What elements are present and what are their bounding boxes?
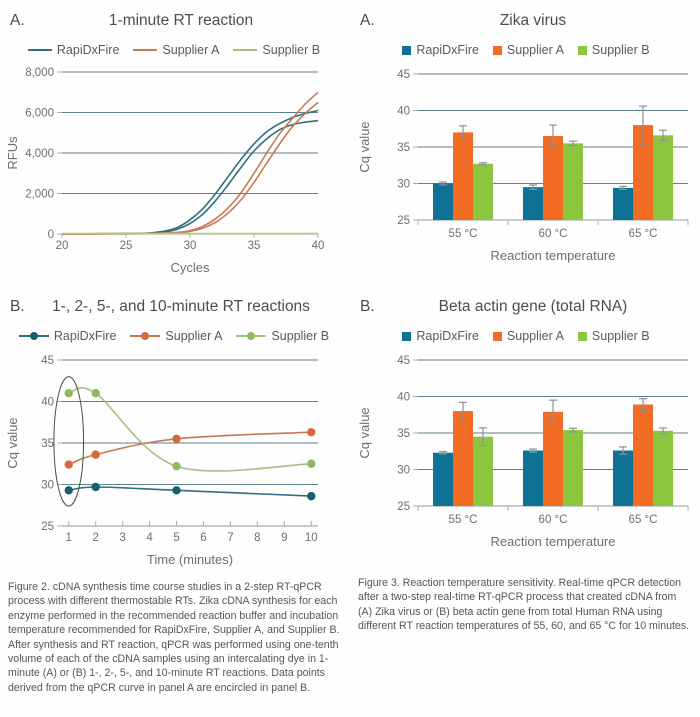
- legend-item-supplier-b: [233, 43, 320, 57]
- bar-supplier-a-60-c: [543, 136, 563, 220]
- category-label: 60 °C: [538, 514, 568, 526]
- series-line-rapidxfire: [69, 487, 312, 496]
- figure2-caption: Figure 2. cDNA synthesis time course studies in a 2-step RT-qPCR process with different thermostable RTs. Zika cDNA synthesis for each enzyme performed in the recommended reaction buffer and incubation temperature recommended for RapiDxFire, Supplier A, and Supplier B. After synthesis and RT reaction, qPCR was performed using one-tenth volume of each of the cDNA samples using an intercalating dye in 1-minute (A) or (B) 1-, 2-, 5-, and 10-minute RT reactions. Data points derived from the qPCR curve in panel A are encircled in panel B.: [8, 581, 340, 694]
- chart-fig3a-zika-virus-bars: [354, 62, 698, 274]
- x-tick-label: 3: [119, 532, 126, 544]
- y-tick-label: 25: [397, 215, 410, 227]
- panel-letter-fig3b: B.: [360, 298, 375, 315]
- legend-label: RapiDxFire: [416, 329, 479, 343]
- data-point-supplier-a: [65, 460, 73, 468]
- y-tick-label: 40: [41, 396, 54, 409]
- legend-label: Supplier B: [271, 329, 330, 343]
- x-tick-label: 30: [183, 240, 197, 252]
- x-tick-label: 4: [146, 532, 153, 544]
- legend-label: Supplier A: [506, 43, 564, 57]
- legend-item-supplier-a: [130, 329, 222, 343]
- x-tick-label: 9: [281, 532, 288, 544]
- y-axis-label: Cq value: [357, 407, 372, 459]
- x-tick-label: 7: [227, 532, 234, 544]
- legend-label: RapiDxFire: [56, 43, 120, 57]
- data-point-supplier-b: [91, 389, 99, 397]
- x-tick-label: 25: [119, 240, 133, 252]
- panel-title-fig2a: 1-minute RT reaction: [108, 12, 254, 29]
- bar-supplier-b-65-c: [653, 431, 673, 506]
- legend-swatch-square: [493, 332, 502, 341]
- category-label: 65 °C: [628, 228, 658, 240]
- data-point-rapidxfire: [65, 486, 73, 494]
- y-tick-label: 8,000: [25, 67, 54, 79]
- panel-title-fig2b: 1-, 2-, 5-, and 10-minute RT reactions: [52, 298, 310, 315]
- legend-item-supplier-a: [493, 329, 564, 343]
- panel-fig2a: [4, 6, 344, 276]
- x-tick-label: 20: [55, 240, 69, 252]
- legend-fig2b: [4, 326, 344, 346]
- y-tick-label: 45: [41, 355, 54, 367]
- panel-fig3a: [354, 6, 698, 274]
- legend-swatch-square: [402, 332, 411, 341]
- data-point-rapidxfire: [91, 483, 99, 491]
- y-tick-label: 35: [41, 438, 54, 450]
- data-point-supplier-a: [172, 435, 180, 443]
- legend-marker-dot: [30, 332, 38, 340]
- legend-fig3b: [354, 326, 698, 346]
- panel-header-fig2b: [4, 298, 344, 322]
- data-point-supplier-a: [307, 428, 315, 436]
- panel-letter-fig3a: A.: [360, 12, 375, 29]
- y-tick-label: 45: [397, 69, 410, 81]
- y-tick-label: 25: [397, 501, 410, 513]
- y-tick-label: 45: [397, 355, 410, 367]
- y-axis-label: Cq value: [5, 417, 20, 469]
- series-line-supplier-a-rep-1: [62, 92, 318, 234]
- legend-item-supplier-b: [578, 43, 650, 57]
- x-tick-label: 6: [200, 532, 207, 544]
- panel-letter-fig2a: A.: [10, 12, 25, 29]
- panel-header-fig3b: [354, 298, 698, 322]
- data-point-supplier-b: [172, 462, 180, 470]
- bar-rapidxfire-55-c: [433, 184, 453, 221]
- y-tick-label: 35: [397, 142, 410, 154]
- legend-item-supplier-b: [236, 329, 329, 343]
- legend-fig2a: [4, 40, 344, 60]
- data-point-rapidxfire: [307, 492, 315, 500]
- bar-rapidxfire-60-c: [523, 187, 543, 220]
- y-tick-label: 30: [397, 464, 410, 477]
- panel-header-fig3a: [354, 12, 698, 36]
- legend-label: Supplier A: [506, 329, 564, 343]
- category-label: 55 °C: [448, 514, 478, 526]
- y-tick-label: 35: [397, 428, 410, 440]
- panel-letter-fig2b: B.: [10, 298, 25, 315]
- y-tick-label: 30: [397, 178, 410, 191]
- x-tick-label: 8: [254, 532, 261, 544]
- panel-fig2b: [4, 292, 344, 572]
- x-tick-label: 2: [92, 532, 99, 544]
- series-line-rapidxfire-rep-2: [62, 121, 318, 234]
- bar-rapidxfire-60-c: [523, 451, 543, 506]
- bar-supplier-a-60-c: [543, 412, 563, 506]
- x-axis-label: Reaction temperature: [490, 534, 616, 549]
- data-point-rapidxfire: [172, 486, 180, 494]
- bar-supplier-b-60-c: [563, 430, 583, 506]
- y-axis-label: RFUs: [5, 136, 20, 170]
- bar-supplier-b-60-c: [563, 143, 583, 220]
- legend-swatch-square: [493, 46, 502, 55]
- x-tick-label: 5: [173, 532, 180, 544]
- bar-supplier-b-65-c: [653, 135, 673, 220]
- legend-label: RapiDxFire: [53, 329, 117, 343]
- legend-label: Supplier A: [162, 43, 220, 57]
- panel-title-fig3b: Beta actin gene (total RNA): [438, 298, 628, 315]
- legend-swatch-line-marker: [19, 335, 49, 337]
- legend-label: RapiDxFire: [416, 43, 479, 57]
- legend-fig3a: [354, 40, 698, 60]
- legend-swatch-square: [578, 46, 587, 55]
- panel-fig3b: [354, 292, 698, 560]
- x-tick-label: 35: [247, 240, 261, 252]
- x-axis-label: Cycles: [170, 260, 210, 275]
- panel-title-fig3a: Zika virus: [499, 12, 567, 29]
- legend-marker-dot: [247, 332, 255, 340]
- x-tick-label: 40: [311, 240, 325, 252]
- legend-label: Supplier A: [165, 329, 223, 343]
- chart-fig3b-beta-actin-bars: [354, 348, 698, 560]
- panel-header-fig2a: [4, 12, 344, 36]
- chart-fig2b-time-course: [4, 348, 344, 572]
- category-label: 65 °C: [628, 514, 658, 526]
- series-line-supplier-a-rep-2: [62, 102, 318, 234]
- y-tick-label: 4,000: [25, 148, 54, 160]
- bar-supplier-b-55-c: [473, 437, 493, 506]
- legend-item-rapidxfire: [402, 43, 479, 57]
- legend-swatch-line-marker: [130, 335, 160, 337]
- legend-item-supplier-b: [578, 329, 650, 343]
- x-axis-label: Time (minutes): [146, 552, 234, 567]
- legend-item-rapidxfire: [402, 329, 479, 343]
- bar-supplier-b-55-c: [473, 164, 493, 220]
- data-point-supplier-b: [65, 389, 73, 397]
- data-point-supplier-a: [91, 450, 99, 458]
- legend-swatch-line: [133, 49, 157, 51]
- bar-supplier-a-55-c: [453, 411, 473, 506]
- category-label: 55 °C: [448, 228, 478, 240]
- x-tick-label: 1: [65, 532, 72, 544]
- bar-rapidxfire-65-c: [613, 451, 633, 506]
- legend-swatch-line-marker: [236, 335, 266, 337]
- series-line-supplier-a: [69, 432, 312, 464]
- y-tick-label: 40: [397, 391, 410, 404]
- legend-swatch-square: [402, 46, 411, 55]
- legend-swatch-square: [578, 332, 587, 341]
- y-tick-label: 30: [41, 479, 54, 492]
- y-tick-label: 2,000: [25, 188, 54, 201]
- bar-rapidxfire-55-c: [433, 453, 453, 506]
- data-point-supplier-b: [307, 460, 315, 468]
- y-tick-label: 6,000: [25, 107, 54, 120]
- legend-label: Supplier B: [262, 43, 321, 57]
- legend-swatch-line: [28, 49, 52, 51]
- legend-item-supplier-a: [493, 43, 564, 57]
- bar-rapidxfire-65-c: [613, 188, 633, 220]
- category-label: 60 °C: [538, 228, 568, 240]
- legend-label: Supplier B: [591, 43, 650, 57]
- legend-marker-dot: [141, 332, 149, 340]
- legend-item-rapidxfire: [19, 329, 117, 343]
- y-axis-label: Cq value: [357, 121, 372, 173]
- legend-item-rapidxfire: [28, 43, 120, 57]
- figure3-caption: Figure 3. Reaction temperature sensitivity. Real-time qPCR detection after a two-step real-time RT-qPCR process that created cDNA from (A) Zika virus or (B) beta actin gene from total Human RNA using different RT reaction temperatures of 55, 60, and 65 °C for 10 minutes.: [358, 577, 690, 633]
- legend-swatch-line: [233, 49, 257, 51]
- chart-fig2a-qpcr-amplification: [4, 62, 344, 276]
- y-tick-label: 25: [41, 521, 54, 533]
- y-tick-label: 0: [47, 229, 54, 241]
- y-tick-label: 40: [397, 105, 410, 118]
- x-axis-label: Reaction temperature: [490, 248, 616, 263]
- bar-supplier-a-55-c: [453, 132, 473, 220]
- bar-supplier-a-65-c: [633, 405, 653, 506]
- series-line-supplier-b: [69, 388, 312, 471]
- legend-item-supplier-a: [133, 43, 219, 57]
- legend-label: Supplier B: [591, 329, 650, 343]
- x-tick-label: 10: [304, 532, 318, 544]
